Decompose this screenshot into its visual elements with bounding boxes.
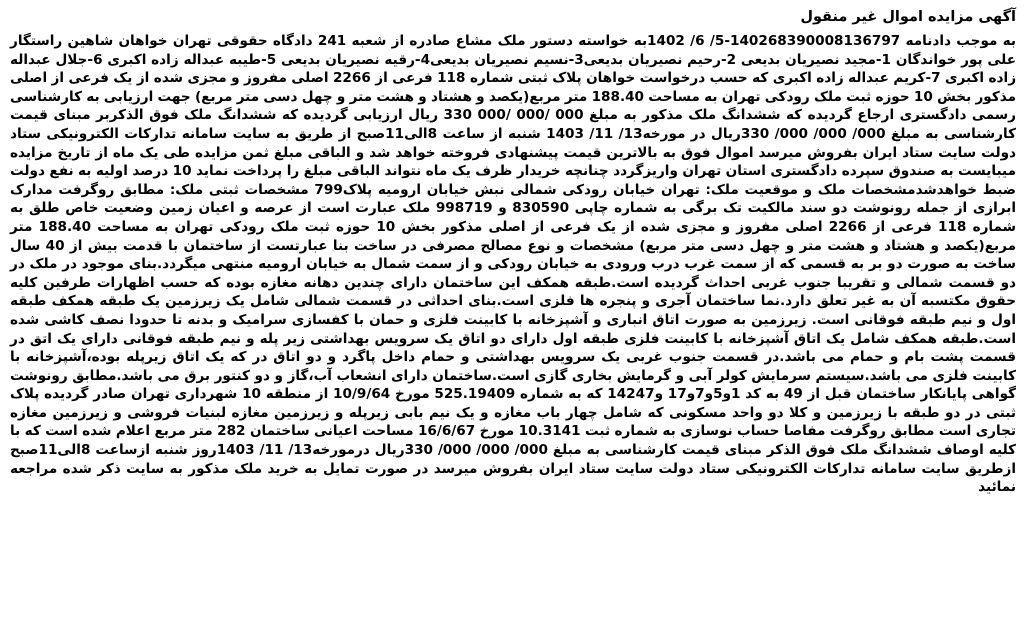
notice-body: به موجب دادنامه 140268390008136797-5/ 6/ 1402به خواسته دستور ملک مشاع صادره از شعبه 241 دادگاه حقوقی تهران خواهان شاهین راستگار علی پور خواندگان 1-مجید نصیریان بدیعی 2-رحیم نصیریان بدیعی3-نسیم نصیریان بدیعی4-رقیه نصیریان بدیعی 5-طیبه عبداله زاده اکبری 6-جلال عبداله زاده اکبری 7-کریم عبداله زاده اکبری که حسب درخواست خواهان پلاک ثبتی شماره 118 فرعی از 2266 اصلی مفروز و مجزی شده از یک فرعی از اصلی مذکور بخش 10 حوزه ثبت ملک رودکی تهران به مساحت 188.40 متر مربع(یکصد و هشتاد و هشت متر و چهل دسی متر مربع) جهت ارزیابی به کارشناسی رسمی دادگستری ارجاع گردیده که ششدانگ ملک مذکور به مبلغ 000 /000 /000 330 ریال ارزیابی گردیده که ششدانگ ملک فوق الذکربر مبنای قیمت کارشناسی به مبلغ 000/ 000/ 000/ 330ریال در مورخه13/ 11/ 1403 شنبه از ساعت 8الی11صبح از طریق به سایت سامانه تدارکات الکترونیکی ستاد دولت سایت ستاد ایران بفروش میرسد اموال فوق به بالاترین قیمت پیشنهادی فروخته خواهد شد و الباقی مبلغ ثمن مزایده طی یک ماه از تاریخ مزایده میبایست به صندوق سپرده دادگستری استان تهران واریزگردد چنانچه خریدار ظرف یک ماه نتواند الباقی مبلغ را پرداخت نماید 10 درصد اولیه به نفع دولت ضبط خواهدشدمشخصات ملک و موقعیت ملک: تهران خیابان رودکی شمالی نبش خیابان ارومیه پلاک799 مشخصات ثبتی ملک: مطابق روگرفت مدارک ابرازی از جمله رونوشت دو سند مالکیت تک برگی به شماره چاپی 830590 و 998719 ملک عبارت است از عرصه و اعیان زمین وضعیت خاص طلق به شماره 118 فرعی از 2266 اصلی مفروز و مجزی شده از یک فرعی از اصلی مذکور بخش 10 حوزه ثبت ملک رودکی تهران به مساحت 188.40 متر مربع(یکصد و هشتاد و هشت متر و چهل دسی متر مربع) مشخصات و نوع مصالح مصرفی در ساخت بنا عبارتست از ساختمان با قدمت بیش از 40 سال ساخت به صورت دو بر به قسمی که از سمت غرب درب ورودی به خیابان رودکی و از سمت شمال به خیابان ارومیه منتهی میگردد.بنای موجود در ملک در دو قسمت شمالی و تقریبا جنوب غربی احداث گردیده است.طبقه همکف این ساختمان دارای چندین دهانه مغازه بوده که حسب اظهارات طرفین کلیه حقوق مکتسبه آن به غیر تعلق دارد.نما ساختمان آجری و پنجره ها فلزی است.بنای احداثی در قسمت شمالی شامل یک زیرزمین یک طبقه همکف طبقه اول و نیم طبقه فوقانی است. زیرزمین به صورت اتاق انباری و آشپزخانه با کابینت فلزی و حمان با کفسازی سرامیک و بدنه تا حدودا نصف کاشی شده است.طبقه همکف شامل یک اتاق آشپزخانه با کابینت فلزی طبقه اول دارای دو اتاق یک سرویس بهداشتی زیر پله و نیم طبقه فوقانی دارای یک اتق در قسمت پشت بام و حمام می باشد.در قسمت جنوب غربی یک سرویس بهداشتی و حمام داخل پاگرد و دو اتاق در که یک اتاق زیرپله بوده،آشپزخانه با کابینت فلزی می باشد.سیستم سرمایش کولر آبی و گرمایش بخاری گازی است.ساختمان دارای انشعاب آب،گاز و دو کنتور برق می باشد.مطابق رونوشت گواهی پایانکار ساختمان قبل از 49 به کد 1و5و7و17 و14247 که به شماره 525.19409 مورخ 10/9/64 از منطقه 10 شهرداری تهران صادر گردیده پلاک ثبتی در دو طبقه با زیرزمین و کلا دو واحد مسکونی که شامل چهار باب مغازه و یک نیم بابی زیرپله و زیرزمین مغازه لبنیات فروشی و زیرزمین مغازه تجاری است مطابق روگرفت مفاصا حساب نوسازی به شماره ثبت 10.3141 مورخ 16/6/67 مساحت اعیانی ساختمان 282 متر مربع اعلام شده است که با کلیه اوصاف ششدانگ ملک فوق الذکر مبنای قیمت کارشناسی به مبلغ 000/ 000/ 000/ 330ریال درمورخه13/ 11/ 1403روز شنبه ازساعت 8الی11صبح ازطریق سایت سامانه تدارکات الکترونیکی ستاد دولت سایت ستاد ایران بفروش میرسد در صورت تمایل به خرید ملک مذکور به سایت ذکر شده مراجعه نمائید (10, 33, 1017, 496)
notice-title: آگهی مزایده اموال غیر منقول (800, 9, 1016, 25)
